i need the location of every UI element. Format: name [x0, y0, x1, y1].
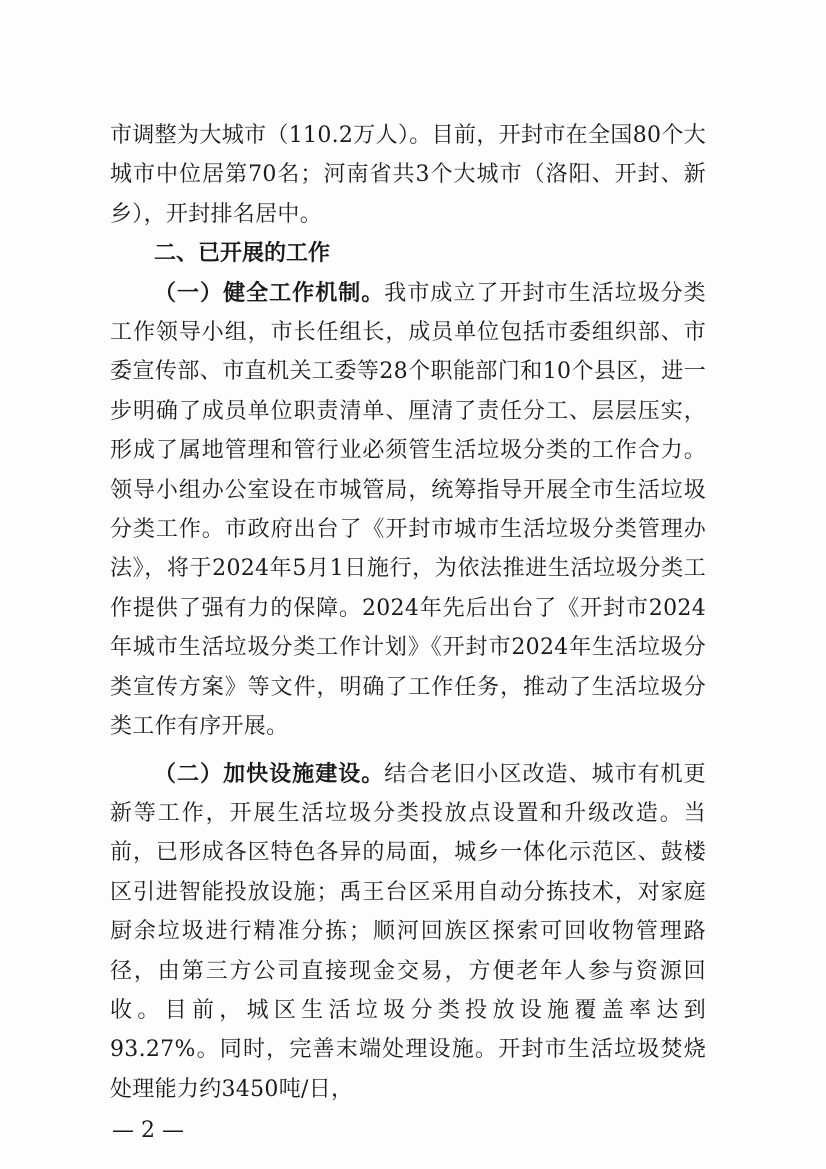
document-body	[110, 116, 706, 1109]
paragraph-gap	[110, 747, 706, 755]
section-heading: 二、已开展的工作	[154, 241, 331, 267]
paragraph-body-work-mechanism: 我市成立了开封市生活垃圾分类工作领导小组，市长任组长，成员单位包括市委组织部、市委宣传部、市直机关工委等28个职能部门和10个县区，进一步明确了成员单位职责清单、厘清了责任分工、层层压实，形成了属地管理和管行业必须管生活垃圾分类的工作合力。领导小组办公室设在市城管局，统筹指导开展全市生活垃圾分类工作。市政府出台了《开封市城市生活垃圾分类管理办法》，将于2024年5月1日施行，为依法推进生活垃圾分类工作提供了强有力的保障。2024年先后出台了《开封市2024年城市生活垃圾分类工作计划》《开封市2024年生活垃圾分类宣传方案》等文件，明确了工作任务，推动了生活垃圾分类工作有序开展。	[110, 280, 706, 740]
page-number: — 2 —	[112, 1118, 184, 1143]
paragraph-work-mechanism	[110, 274, 706, 747]
paragraph-body-facility-construction: 结合老旧小区改造、城市有机更新等工作，开展生活垃圾分类投放点设置和升级改造。当前，已形成各区特色各异的局面，城乡一体化示范区、鼓楼区引进智能投放设施；禹王台区采用自动分拣技术，对家庭厨余垃圾进行精准分拣；顺河回族区探索可回收物管理路径，由第三方公司直接现金交易，方便老年人参与资源回收。目前，城区生活垃圾分类投放设施覆盖率达到93.27%。同时，完善末端处理设施。开封市生活垃圾焚烧处理能力约3450吨/日，	[110, 761, 706, 1102]
paragraph-facility-construction	[110, 755, 706, 1110]
paragraph-lead-work-mechanism: （一）健全工作机制。	[154, 279, 385, 306]
paragraph-continuation: 市调整为大城市（110.2万人）。目前，开封市在全国80个大城市中位居第70名；河南省共3个大城市（洛阳、开封、新乡），开封排名居中。	[110, 123, 706, 227]
paragraph-lead-facility-construction: （二）加快设施建设。	[154, 760, 385, 787]
